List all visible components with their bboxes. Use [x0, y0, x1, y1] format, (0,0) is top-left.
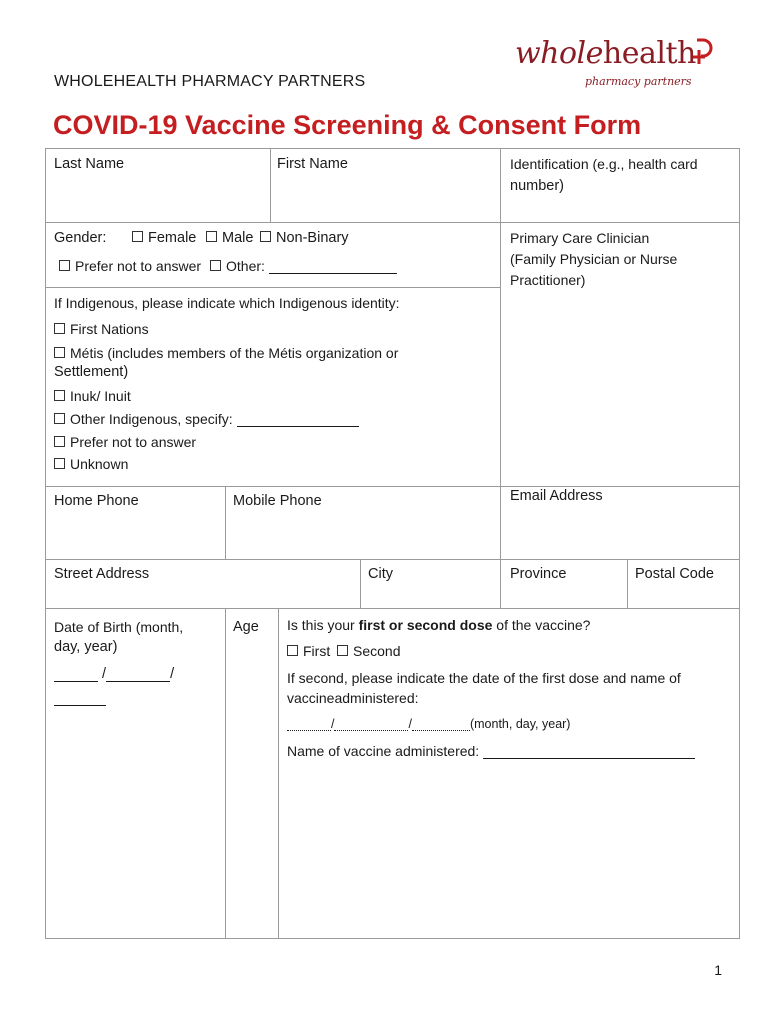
date-separator: /	[331, 717, 335, 731]
company-name: WHOLEHEALTH PHARMACY PARTNERS	[54, 73, 366, 90]
checkbox-icon[interactable]	[287, 645, 298, 656]
divider	[360, 559, 361, 608]
dose-second-label: Second	[353, 643, 401, 659]
indigenous-other-label: Other Indigenous, specify:	[70, 411, 233, 427]
divider	[500, 148, 501, 608]
table-border-bottom	[45, 938, 740, 939]
age-label: Age	[233, 619, 259, 635]
dob-year-field[interactable]	[54, 705, 106, 706]
table-border-left	[45, 148, 46, 939]
email-label: Email Address	[510, 488, 603, 504]
second-dose-prompt: If second, please indicate the date of the first dose and name of	[287, 670, 681, 686]
logo-plus-icon	[691, 38, 713, 64]
vaccine-name-field[interactable]	[287, 743, 695, 759]
table-border-right	[739, 148, 740, 939]
clinician-label-cont: (Family Physician or Nurse	[510, 251, 678, 267]
indigenous-metis-option[interactable]	[54, 345, 398, 361]
identification-label: Identification (e.g., health card	[510, 156, 698, 172]
dob-separator: /	[170, 666, 175, 682]
checkbox-icon[interactable]	[132, 231, 143, 242]
checkbox-icon[interactable]	[54, 323, 65, 334]
checkbox-icon[interactable]	[54, 436, 65, 447]
gender-prefer-not-option[interactable]	[59, 258, 201, 274]
first-dose-day-field[interactable]	[334, 730, 408, 731]
page-number: 1	[714, 962, 722, 978]
second-dose-prompt-cont: vaccineadministered:	[287, 690, 419, 706]
gender-female-label: Female	[148, 230, 197, 246]
first-dose-year-field[interactable]	[412, 730, 470, 731]
gender-non-binary-label: Non-Binary	[276, 230, 349, 246]
company-logo	[515, 36, 720, 94]
dob-field[interactable]	[54, 666, 174, 682]
indigenous-metis-label-cont: Settlement)	[54, 364, 129, 380]
date-separator: /	[408, 717, 412, 731]
checkbox-icon[interactable]	[54, 347, 65, 358]
indigenous-prefer-not-option[interactable]	[54, 434, 196, 450]
checkbox-icon[interactable]	[54, 390, 65, 401]
logo-wordmark-regular: health	[602, 36, 696, 71]
gender-non-binary-option[interactable]	[260, 230, 349, 246]
gender-label: Gender:	[54, 230, 107, 246]
gender-female-option[interactable]	[132, 230, 196, 246]
dose-question-post: of the vaccine?	[492, 617, 591, 633]
gender-other-field[interactable]	[269, 273, 397, 274]
logo-wordmark-italic: whole	[515, 36, 603, 71]
divider	[45, 486, 740, 487]
dob-day-field[interactable]	[106, 681, 170, 682]
home-phone-label: Home Phone	[54, 493, 139, 509]
divider	[225, 608, 226, 938]
checkbox-icon[interactable]	[210, 260, 221, 271]
table-border-top	[45, 148, 740, 149]
divider	[45, 559, 740, 560]
province-label: Province	[510, 566, 567, 582]
dob-label-cont: day, year)	[54, 639, 118, 655]
gender-male-label: Male	[222, 230, 254, 246]
first-dose-date-field[interactable]	[287, 717, 570, 731]
divider	[627, 559, 628, 608]
gender-prefer-not-label: Prefer not to answer	[75, 258, 202, 274]
checkbox-icon[interactable]	[206, 231, 217, 242]
indigenous-metis-label: Métis (includes members of the Métis organization or	[70, 345, 399, 361]
gender-other-option[interactable]	[210, 258, 397, 274]
dose-first-option[interactable]	[287, 643, 330, 659]
first-dose-month-field[interactable]	[287, 730, 331, 731]
indigenous-first-nations-label: First Nations	[70, 321, 149, 337]
vaccine-name-input[interactable]	[483, 758, 695, 759]
indigenous-prefer-not-label: Prefer not to answer	[70, 434, 197, 450]
divider	[45, 222, 740, 223]
divider	[270, 148, 271, 222]
divider	[45, 287, 500, 288]
gender-other-label: Other:	[226, 258, 265, 274]
dob-separator: /	[102, 666, 107, 682]
divider	[225, 486, 226, 559]
city-label: City	[368, 566, 393, 582]
postal-code-label: Postal Code	[635, 566, 714, 582]
mobile-phone-label: Mobile Phone	[233, 493, 322, 509]
dob-month-field[interactable]	[54, 681, 98, 682]
identification-label-cont: number)	[510, 178, 564, 194]
dose-first-label: First	[303, 643, 331, 659]
indigenous-inuk-option[interactable]	[54, 388, 131, 404]
checkbox-icon[interactable]	[54, 413, 65, 424]
dose-second-option[interactable]	[337, 643, 400, 659]
checkbox-icon[interactable]	[260, 231, 271, 242]
form-title: COVID-19 Vaccine Screening & Consent Form	[53, 110, 642, 140]
logo-wordmark	[515, 36, 696, 71]
indigenous-unknown-label: Unknown	[70, 456, 129, 472]
checkbox-icon[interactable]	[59, 260, 70, 271]
checkbox-icon[interactable]	[337, 645, 348, 656]
logo-subtext: pharmacy partners	[585, 75, 692, 88]
vaccine-name-label: Name of vaccine administered:	[287, 743, 480, 759]
date-format-hint: (month, day, year)	[469, 717, 571, 731]
indigenous-prompt: If Indigenous, please indicate which Indigenous identity:	[54, 295, 400, 311]
checkbox-icon[interactable]	[54, 458, 65, 469]
indigenous-other-option[interactable]	[54, 411, 359, 427]
first-name-label: First Name	[277, 156, 348, 172]
clinician-label-cont2: Practitioner)	[510, 272, 586, 288]
last-name-label: Last Name	[54, 156, 125, 172]
dose-question-pre: Is this your	[287, 617, 359, 633]
indigenous-first-nations-option[interactable]	[54, 321, 149, 337]
clinician-label: Primary Care Clinician	[510, 230, 650, 246]
dose-question-bold: first or second dose	[358, 617, 493, 633]
indigenous-inuk-label: Inuk/ Inuit	[70, 388, 131, 404]
indigenous-other-field[interactable]	[237, 426, 359, 427]
divider	[45, 608, 740, 609]
dose-question	[287, 617, 590, 633]
street-address-label: Street Address	[54, 566, 150, 582]
dob-label: Date of Birth (month,	[54, 619, 184, 635]
divider	[278, 608, 279, 938]
gender-male-option[interactable]	[206, 230, 253, 246]
indigenous-unknown-option[interactable]	[54, 456, 128, 472]
